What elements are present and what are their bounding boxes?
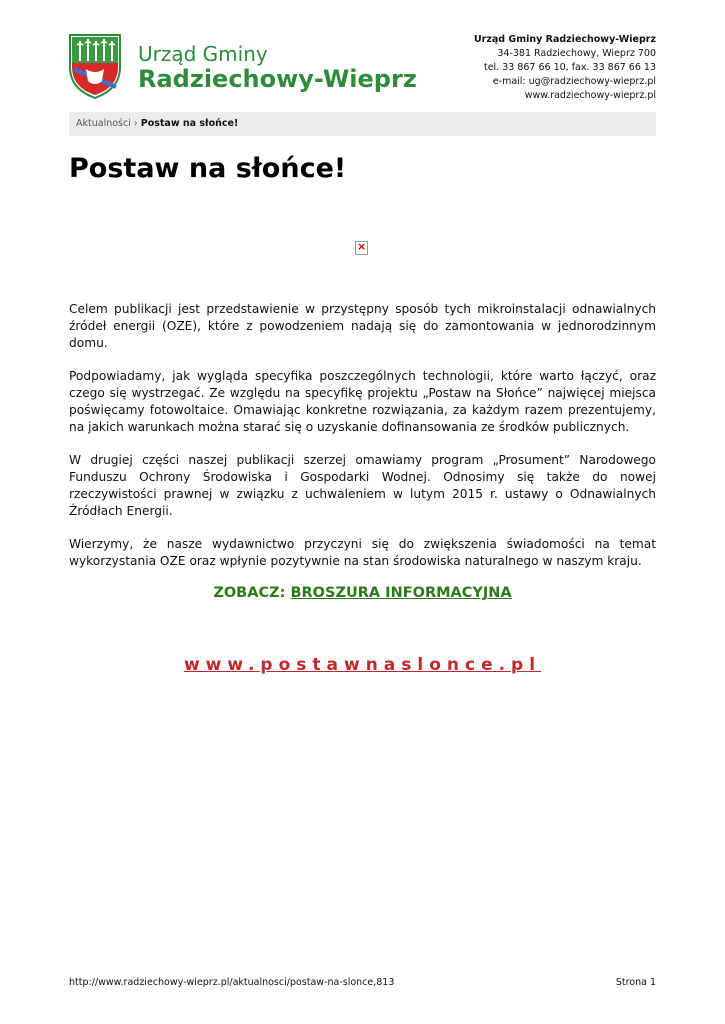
page-title: Postaw na słońce! — [69, 153, 347, 184]
article-paragraph-4: Wierzymy, że nasze wydawnictwo przyczyni się do zwiększenia świadomości na temat wykorzystania OZE oraz wpłynie pozytywnie na stan środowiska naturalnego w naszym kraju. — [69, 537, 656, 568]
contact-address: 34-381 Radziechowy, Wieprz 700 — [497, 48, 656, 59]
footer-page-number: Strona 1 — [615, 977, 656, 988]
campaign-website-link[interactable]: www.postawnaslonce.pl — [183, 655, 542, 675]
article-paragraph-1: Celem publikacji jest przedstawienie w przystępny sposób tych mikroinstalacji odnawialnych źródeł energii (OZE), które z powodzeniem nadają się do zamontowania w jednorodzinnym domu. — [69, 302, 656, 350]
contact-org-name: Urząd Gminy Radziechowy-Wieprz — [473, 34, 656, 45]
see-also-label: ZOBACZ: — [213, 585, 286, 601]
breadcrumb-parent-link[interactable]: Aktualności — [76, 118, 131, 129]
brochure-link[interactable]: BROSZURA INFORMACYJNA — [290, 585, 512, 601]
coat-of-arms-icon — [68, 33, 122, 99]
breadcrumb-current: Postaw na słońce! — [140, 118, 239, 129]
breadcrumb — [69, 112, 656, 136]
contact-website[interactable]: www.radziechowy-wieprz.pl — [524, 90, 656, 101]
contact-block — [474, 33, 656, 103]
article-paragraph-2: Podpowiadamy, jak wygląda specyfika poszczególnych technologii, które warto łączyć, oraz czego się wystrzegać. Ze względu na specyfikę projektu „Postaw na Słońce” najwięcej miejsca poświęcamy fotowoltaice. Omawiając konkretne rozwiązania, za każdym razem prezentujemy, na jakich warunkach można starać się o uzyskanie dofinansowania ze środków publicznych. — [69, 369, 656, 434]
article-body — [69, 301, 656, 586]
broken-image-icon: × — [357, 240, 367, 253]
logo-text-line2: Radziechowy-Wieprz — [138, 65, 417, 93]
logo-text-line1: Urząd Gminy — [138, 42, 268, 66]
breadcrumb-separator: › — [133, 118, 138, 129]
footer-url: http://www.radziechowy-wieprz.pl/aktualnosci/postaw-na-slonce,813 — [69, 977, 395, 988]
article-paragraph-3: W drugiej części naszej publikacji szerzej omawiamy program „Prosument” Narodowego Funduszu Ochrony Środowiska i Gospodarki Wodnej. Odnosimy się także do nowej rzeczywistości prawnej w związku z uchwaleniem w lutym 2015 r. ustawy o Odnawialnych Źródłach Energii. — [69, 453, 656, 518]
campaign-website-line — [0, 655, 725, 675]
contact-phone: tel. 33 867 66 10, fax. 33 867 66 13 — [483, 62, 656, 73]
contact-email[interactable]: e-mail: ug@radziechowy-wieprz.pl — [492, 76, 656, 87]
see-also-line — [0, 585, 725, 601]
municipality-logo[interactable] — [68, 33, 417, 101]
